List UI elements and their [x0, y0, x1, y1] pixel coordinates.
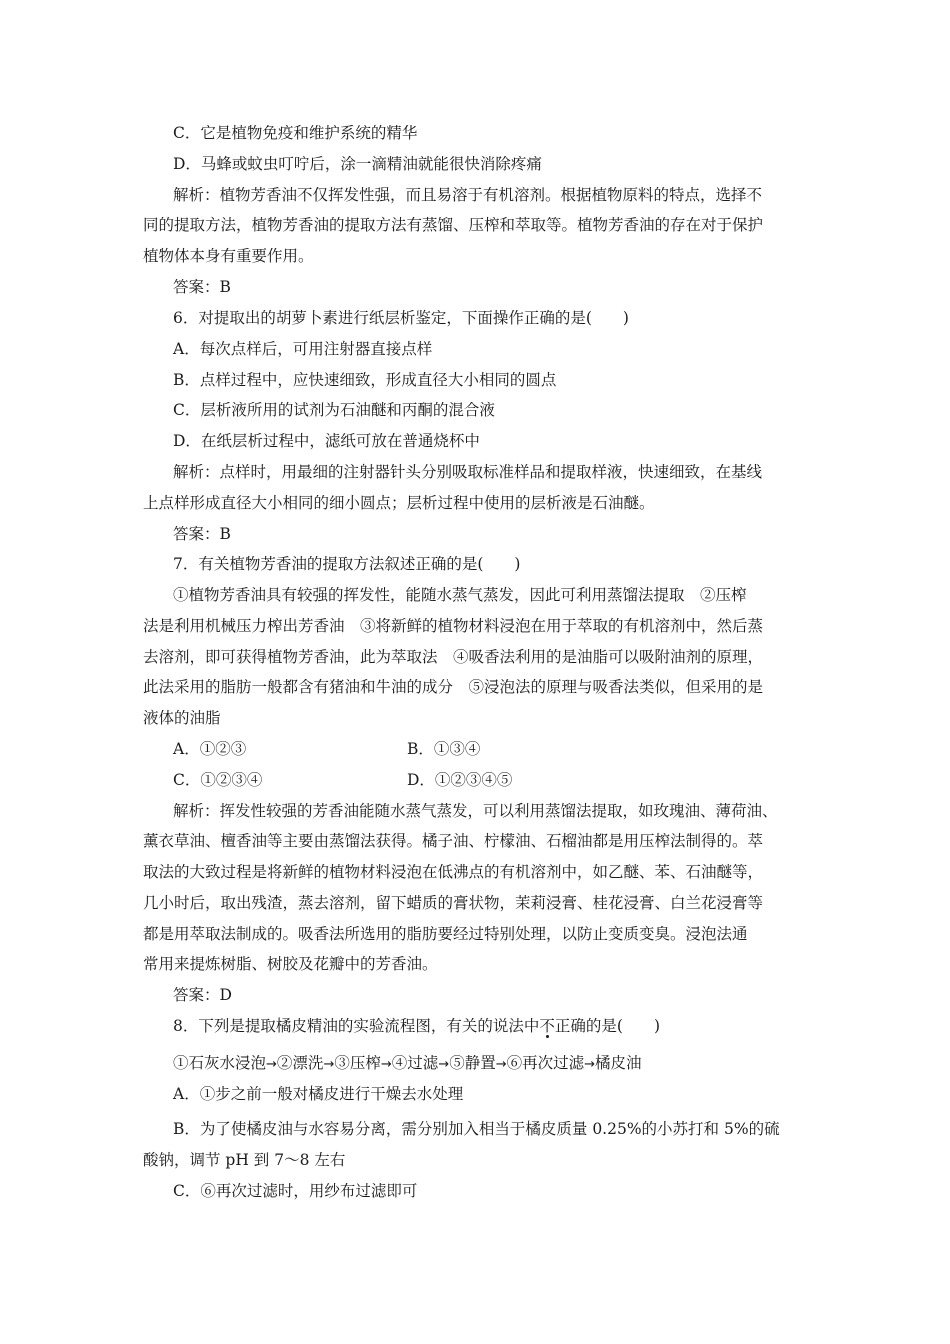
flow-step: ⑤静置: [449, 1054, 496, 1072]
flow-step: ②漂洗: [276, 1054, 324, 1072]
flow-arrow-icon: →: [380, 1057, 392, 1072]
q7-statement-line: 液体的油脂: [143, 709, 221, 727]
q7-analysis-line: 取法的大致过程是将新鲜的植物材料浸泡在低沸点的有机溶剂中，如乙醚、苯、石油醚等，: [143, 863, 764, 881]
q8-option-b-line: B．为了使橘皮油与水容易分离，需分别加入相当于橘皮质量 0.25%的小苏打和 5%的硫: [173, 1120, 780, 1138]
flow-step: ③压榨: [334, 1054, 381, 1072]
flow-step: ①石灰水浸泡: [173, 1054, 267, 1072]
q6-analysis-line: 解析：点样时，用最细的注射器针头分别吸取标准样品和提取样液，快速细致，在基线: [173, 463, 763, 481]
q6-option-d: D．在纸层析过程中，滤纸可放在普通烧杯中: [173, 432, 480, 450]
q5-analysis-line: 同的提取方法，植物芳香油的提取方法有蒸馏、压榨和萃取等。植物芳香油的存在对于保护: [143, 216, 764, 234]
q7-option-d: D．①②③④⑤: [407, 771, 513, 789]
q7-option-c: C．①②③④: [173, 771, 263, 789]
flow-arrow-icon: →: [266, 1057, 277, 1072]
q7-analysis-line: 常用来提炼树脂、树胶及花瓣中的芳香油。: [143, 955, 438, 973]
q7-statement-line: 法是利用机械压力榨出芳香油 ③将新鲜的植物材料浸泡在用于萃取的有机溶剂中，然后蒸: [143, 617, 764, 635]
q5-answer: 答案：B: [173, 278, 231, 296]
q7-analysis-line: 薰衣草油、檀香油等主要由蒸馏法获得。橘子油、柠檬油、石榴油都是用压榨法制得的。萃: [143, 832, 764, 850]
q5-option-d: D．马蜂或蚊虫叮咛后，涂一滴精油就能很快消除疼痛: [173, 155, 542, 173]
q8-option-a: A．①步之前一般对橘皮进行干燥去水处理: [173, 1085, 464, 1103]
q8-option-b-line: 酸钠，调节 pH 到 7～8 左右: [143, 1151, 346, 1169]
q8-stem-emphasis: 不: [539, 1017, 555, 1035]
q5-option-c: C．它是植物免疫和维护系统的精华: [173, 124, 418, 142]
q8-option-c: C．⑥再次过滤时，用纱布过滤即可: [173, 1182, 418, 1200]
q6-analysis-line: 上点样形成直径大小相同的细小圆点；层析过程中使用的层析液是石油醚。: [143, 494, 655, 512]
q7-analysis-line: 都是用萃取法制成的。吸香法所选用的脂肪要经过特别处理，以防止变质变臭。浸泡法通: [143, 925, 748, 943]
q7-option-b: B．①③④: [407, 740, 481, 758]
q7-statement-line: 此法采用的脂肪一般都含有猪油和牛油的成分 ⑤浸泡法的原理与吸香法类似，但采用的是: [143, 678, 764, 696]
q7-statement-line: 去溶剂，即可获得植物芳香油，此为萃取法 ④吸香法利用的是油脂可以吸附油剂的原理，: [143, 648, 764, 666]
q8-flow-chart: [173, 1052, 642, 1074]
q7-option-a: A．①②③: [173, 740, 247, 758]
q7-analysis-line: 几小时后，取出残渣，蒸去溶剂，留下蜡质的膏状物，茉莉浸膏、桂花浸膏、白兰花浸膏等: [143, 894, 764, 912]
q8-stem: [173, 1015, 660, 1037]
q6-option-c: C．层析液所用的试剂为石油醚和丙酮的混合液: [173, 401, 495, 419]
q7-answer: 答案：D: [173, 986, 232, 1004]
q6-stem: 6．对提取出的胡萝卜素进行纸层析鉴定，下面操作正确的是( ): [173, 309, 629, 327]
q8-stem-post: 正确的是( ): [554, 1017, 660, 1035]
q6-answer: 答案：B: [173, 525, 231, 543]
q7-analysis-line: 解析：挥发性较强的芳香油能随水蒸气蒸发，可以利用蒸馏法提取，如玫瑰油、薄荷油、: [173, 802, 778, 820]
flow-arrow-icon: →: [584, 1057, 596, 1072]
q8-stem-pre: 8．下列是提取橘皮精油的实验流程图，有关的说法中: [173, 1017, 540, 1035]
q6-option-a: A．每次点样后，可用注射器直接点样: [173, 340, 433, 358]
flow-step: ⑥再次过滤: [506, 1054, 585, 1072]
q5-analysis-line: 解析：植物芳香油不仅挥发性强，而且易溶于有机溶剂。根据植物原料的特点，选择不: [173, 186, 763, 204]
q5-analysis-line: 植物体本身有重要作用。: [143, 247, 314, 265]
flow-step: ④过滤: [391, 1054, 439, 1072]
flow-arrow-icon: →: [438, 1057, 450, 1072]
flow-step: 橘皮油: [595, 1054, 642, 1072]
q7-stem: 7．有关植物芳香油的提取方法叙述正确的是( ): [173, 555, 521, 573]
flow-arrow-icon: →: [495, 1057, 507, 1072]
q7-statement-line: ①植物芳香油具有较强的挥发性，能随水蒸气蒸发，因此可利用蒸馏法提取 ②压榨: [173, 586, 747, 604]
flow-arrow-icon: →: [323, 1057, 335, 1072]
q6-option-b: B．点样过程中，应快速细致，形成直径大小相同的圆点: [173, 371, 557, 389]
